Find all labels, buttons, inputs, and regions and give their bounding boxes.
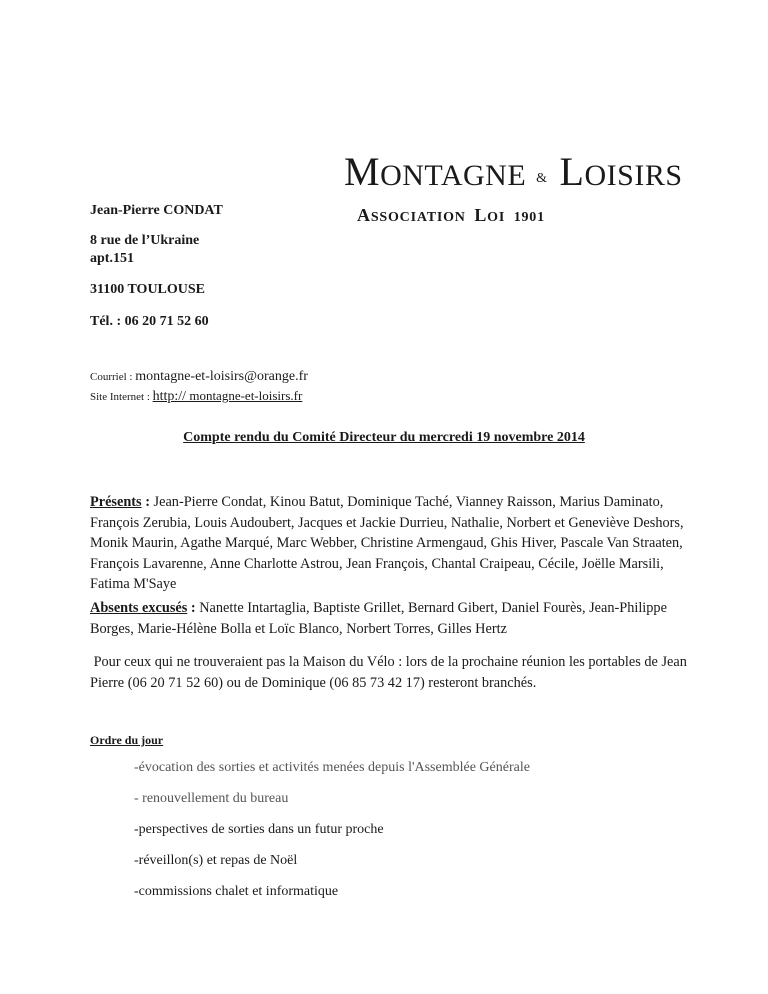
subtitle-word-association: SSOCIATION — [370, 210, 466, 225]
presents-paragraph — [90, 492, 690, 595]
agenda-item: -réveillon(s) et repas de Noël — [134, 853, 298, 868]
address-line-2: apt.151 — [90, 251, 134, 266]
subtitle-initial-a: A — [357, 205, 371, 225]
presents-separator: : — [141, 494, 154, 510]
title-initial-m: M — [344, 149, 381, 194]
presents-label: Présents — [90, 494, 142, 510]
presents-list: Jean-Pierre Condat, Kinou Batut, Dominique Taché, Vianney Raisson, Marius Daminato, François Zerubia, Louis Audoubert, Jacques et Jackie Durrieu, Nathalie, Norbert et Geneviève Deshors, Monik Maurin, Agathe Marqué, Marc Webber, Christine Armengaud, Ghis Hiver, Pascale Van Straaten, François Lavarenne, Anne Charlotte Astrou, Jean François, Chantal Craipeau, Cécile, Joëlle Marsili, Fatima M'Saye — [90, 494, 684, 592]
title-initial-l: L — [559, 149, 585, 194]
agenda-item: -commissions chalet et informatique — [134, 884, 339, 899]
absents-paragraph — [90, 598, 690, 639]
website-label: Site Internet : — [90, 391, 153, 403]
website-prefix: http:// — [152, 389, 187, 404]
sender-name: Jean-Pierre CONDAT — [90, 203, 223, 218]
report-title: Compte rendu du Comité Directeur du mercredi 19 novembre 2014 — [183, 430, 585, 445]
agenda-item: - renouvellement du bureau — [134, 791, 289, 806]
absents-separator: : — [187, 600, 200, 616]
phone-note-paragraph: Pour ceux qui ne trouveraient pas la Maison du Vélo : lors de la prochaine réunion les portables de Jean Pierre (06 20 71 52 60) ou de Dominique (06 85 73 42 17) resteront branchés. — [90, 654, 691, 691]
subtitle-year: 1901 — [513, 210, 545, 225]
agenda-item: -évocation des sorties et activités menées depuis l'Assemblée Générale — [134, 760, 530, 775]
address-line-1: 8 rue de l’Ukraine — [90, 233, 200, 248]
subtitle-word-loi: OI — [487, 210, 506, 225]
website-link[interactable] — [153, 388, 303, 403]
organization-subtitle — [357, 205, 545, 226]
sender-city: 31100 TOULOUSE — [90, 282, 206, 297]
absents-label: Absents excusés — [90, 600, 188, 616]
title-ampersand: & — [536, 171, 548, 186]
organization-title — [344, 148, 683, 195]
email-link[interactable]: montagne-et-loisirs@orange.fr — [135, 369, 308, 384]
title-word-montagne: ONTAGNE — [380, 159, 527, 192]
agenda-title: Ordre du jour — [90, 733, 164, 747]
contact-website — [90, 388, 302, 405]
sender-phone: Tél. : 06 20 71 52 60 — [90, 314, 209, 329]
subtitle-initial-l: L — [474, 205, 488, 225]
website-domain: montagne-et-loisirs.fr — [186, 388, 303, 403]
title-word-loisirs: OISIRS — [584, 159, 683, 192]
sender-address — [90, 232, 199, 268]
absents-list: Nanette Intartaglia, Baptiste Grillet, Bernard Gibert, Daniel Fourès, Jean-Philippe Borges, Marie-Hélène Bolla et Loïc Blanco, Norbert Torres, Gilles Hertz — [90, 600, 667, 637]
email-label: Courriel : — [90, 371, 136, 383]
agenda-item: -perspectives de sorties dans un futur proche — [134, 822, 384, 837]
contact-email — [90, 369, 308, 385]
